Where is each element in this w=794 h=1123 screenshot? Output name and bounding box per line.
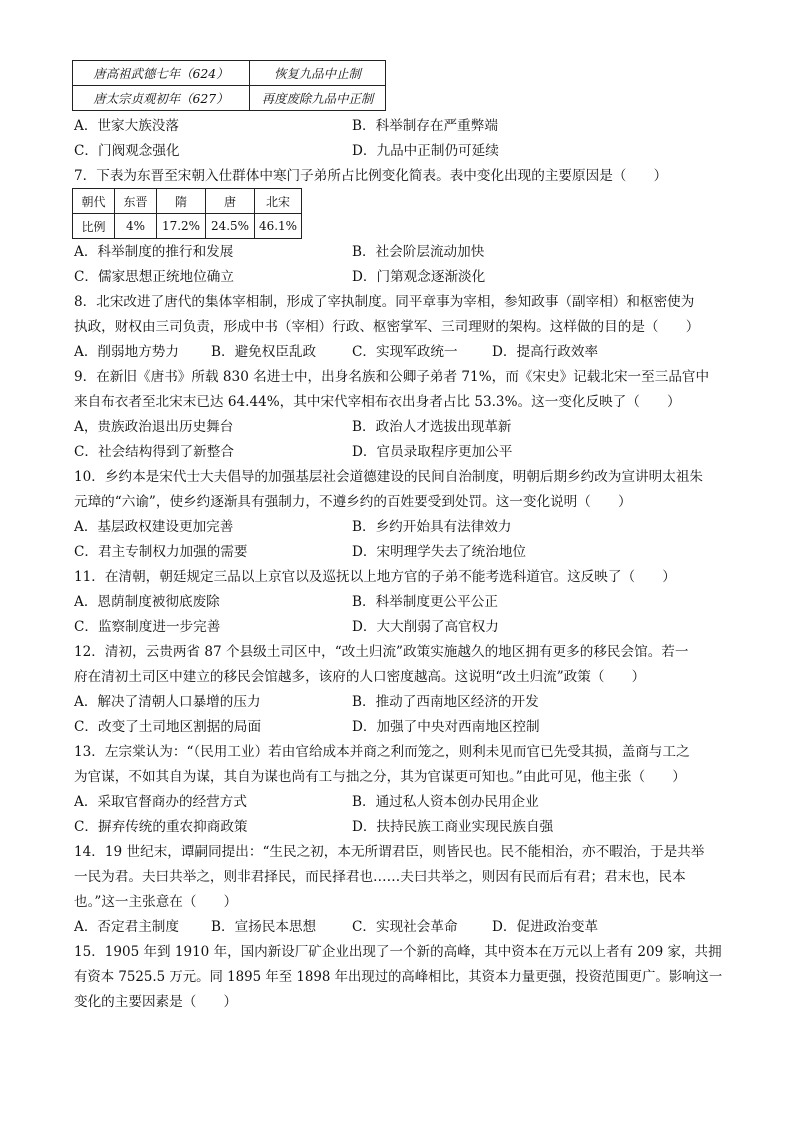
q14-option-d: D．促进政治变革 bbox=[492, 919, 599, 935]
table-row bbox=[73, 214, 302, 239]
q15-stem-line1: 15．1905 年到 1910 年，国内新设厂矿企业出现了一个新的高峰，其中资本在万元以上者有 209 家，共拥 bbox=[74, 944, 722, 960]
q14-option-a: A．否定君主制度 bbox=[74, 919, 179, 935]
q7-ratio-table bbox=[72, 188, 302, 239]
q14-stem-line2: 一民为君。夫曰共举之，则非君择民，而民择君也……夫曰共举之，则因有民而后有君；君末也，民本 bbox=[74, 869, 686, 885]
table-cell: 唐 bbox=[206, 189, 255, 214]
q8-stem-line2: 执政，财权由三司负责，形成中书（宰相）行政、枢密掌军、三司理财的架构。这样做的目的是（ ） bbox=[74, 319, 700, 335]
q12-option-d: D．加强了中央对西南地区控制 bbox=[352, 719, 540, 735]
q12-option-a: A．解决了清朝人口暴增的压力 bbox=[74, 694, 261, 710]
q8-option-d: D．提高行政效率 bbox=[492, 344, 599, 360]
q10-option-d: D．宋明理学失去了统治地位 bbox=[352, 544, 527, 560]
table-cell: 东晋 bbox=[115, 189, 157, 214]
table-cell: 恢复九品中止制 bbox=[250, 61, 386, 86]
q13-option-d: D．扶持民族工商业实现民族自强 bbox=[352, 819, 554, 835]
table-cell: 4% bbox=[115, 214, 157, 239]
table-cell: 再度废除九品中正制 bbox=[250, 86, 386, 111]
q6-option-d: D．九品中正制仍可延续 bbox=[352, 143, 499, 159]
q10-option-a: A．基层政权建设更加完善 bbox=[74, 519, 234, 535]
q14-stem-line3: 也。”这一主张意在（ ） bbox=[74, 894, 238, 910]
policy-timeline-table bbox=[72, 60, 386, 111]
q13-stem-line2: 为官谋，不如其自为谋，其自为谋也尚有工与拙之分，其为官谋更可知也。”由此可见，他主张（ ） bbox=[74, 769, 686, 785]
q7-option-c: C．儒家思想正统地位确立 bbox=[74, 269, 234, 285]
q14-stem-line1: 14．19 世纪末，谭嗣同提出：“生民之初，本无所谓君臣，则皆民也。民不能相治，亦不暇治，于是共举 bbox=[74, 844, 705, 860]
q9-stem-line2: 来自布衣者至北宋末已达 64.44%，其中宋代宰相布衣出身者占比 53.3%。这一变化反映了（ ） bbox=[74, 394, 681, 410]
q6-option-c: C．门阀观念强化 bbox=[74, 143, 180, 159]
q14-option-c: C．实现社会革命 bbox=[352, 919, 458, 935]
q7-option-d: D．门第观念逐渐淡化 bbox=[352, 269, 486, 285]
table-cell: 北宋 bbox=[255, 189, 302, 214]
q11-option-c: C．监察制度进一步完善 bbox=[74, 619, 221, 635]
table-row bbox=[73, 61, 386, 86]
q6-option-b: B．科举制存在严重弊端 bbox=[352, 118, 498, 134]
q6-option-a: A．世家大族没落 bbox=[74, 118, 179, 134]
q8-stem-line1: 8．北宋改进了唐代的集体宰相制，形成了宰执制度。同平章事为宰相，参知政事（副宰相）和枢密使为 bbox=[74, 294, 695, 310]
q11-stem-line1: 11．在清朝，朝廷规定三品以上京官以及巡抚以上地方官的子弟不能考选科道官。这反映了（ ） bbox=[74, 569, 676, 585]
q7-option-a: A．科举制度的推行和发展 bbox=[74, 244, 234, 260]
table-cell: 朝代 bbox=[73, 189, 115, 214]
q9-option-b: B．政治人才选拔出现革新 bbox=[352, 419, 512, 435]
table-cell: 唐高祖武德七年（624） bbox=[73, 61, 250, 86]
table-cell: 46.1% bbox=[255, 214, 302, 239]
q10-stem-line1: 10．乡约本是宋代士大夫倡导的加强基层社会道德建设的民间自治制度，明朝后期乡约改为宣讲明太祖朱 bbox=[74, 469, 704, 485]
q9-stem-line1: 9．在新旧《唐书》所载 830 名进士中，出身名族和公卿子弟者 71%，而《宋史》记载北宋一至三品官中 bbox=[74, 369, 710, 385]
q11-option-b: B．科举制度更公平公正 bbox=[352, 594, 498, 610]
q7-option-b: B．社会阶层流动加快 bbox=[352, 244, 485, 260]
q12-option-b: B．推动了西南地区经济的开发 bbox=[352, 694, 539, 710]
q13-option-c: C．摒弃传统的重农抑商政策 bbox=[74, 819, 248, 835]
q10-option-b: B．乡约开始具有法律效力 bbox=[352, 519, 512, 535]
q12-stem-line1: 12．清初，云贵两省 87 个县级土司区中，“改土归流”政策实施越久的地区拥有更多的移民会馆。若一 bbox=[74, 644, 689, 660]
q15-stem-line3: 变化的主要因素是（ ） bbox=[74, 994, 238, 1010]
table-cell: 17.2% bbox=[157, 214, 206, 239]
q9-option-a: A，贵族政治退出历史舞台 bbox=[74, 419, 234, 435]
q8-option-a: A．削弱地方势力 bbox=[74, 344, 179, 360]
q8-option-b: B．避免权臣乱政 bbox=[211, 344, 317, 360]
q12-option-c: C．改变了土司地区割据的局面 bbox=[74, 719, 262, 735]
table-cell: 隋 bbox=[157, 189, 206, 214]
q15-stem-line2: 有资本 7525.5 万元。同 1895 年至 1898 年出现过的高峰相比，其资本力量更强，投资范围更广。影响这一 bbox=[74, 969, 723, 985]
q9-option-c: C．社会结构得到了新整合 bbox=[74, 444, 234, 460]
q12-stem-line2: 府在清初土司区中建立的移民会馆越多，该府的人口密度越高。这说明“改土归流”政策（ ） bbox=[74, 669, 646, 685]
q10-option-c: C．君主专制权力加强的需要 bbox=[74, 544, 248, 560]
q8-option-c: C．实现军政统一 bbox=[352, 344, 458, 360]
table-cell: 比例 bbox=[73, 214, 115, 239]
q13-option-b: B．通过私人资本创办民用企业 bbox=[352, 794, 539, 810]
q13-option-a: A．采取官督商办的经营方式 bbox=[74, 794, 247, 810]
table-cell: 唐太宗贞观初年（627） bbox=[73, 86, 250, 111]
table-row bbox=[73, 86, 386, 111]
table-header-row bbox=[73, 189, 302, 214]
q11-option-a: A．恩荫制度被彻底废除 bbox=[74, 594, 220, 610]
q10-stem-line2: 元璋的“六谕”，使乡约逐渐具有强制力，不遵乡约的百姓要受到处罚。这一变化说明（ ） bbox=[74, 494, 632, 510]
q9-option-d: D．官员录取程序更加公平 bbox=[352, 444, 513, 460]
q14-option-b: B．宣扬民本思想 bbox=[211, 919, 317, 935]
q13-stem-line1: 13．左宗棠认为：“（民用工业）若由官给成本并商之利而笼之，则利未见而官已先受其损，盖商与工之 bbox=[74, 744, 690, 760]
q7-stem: 7．下表为东晋至宋朝入仕群体中寒门子弟所占比例变化简表。表中变化出现的主要原因是（ ） bbox=[74, 168, 668, 184]
table-cell: 24.5% bbox=[206, 214, 255, 239]
q11-option-d: D．大大削弱了高官权力 bbox=[352, 619, 499, 635]
